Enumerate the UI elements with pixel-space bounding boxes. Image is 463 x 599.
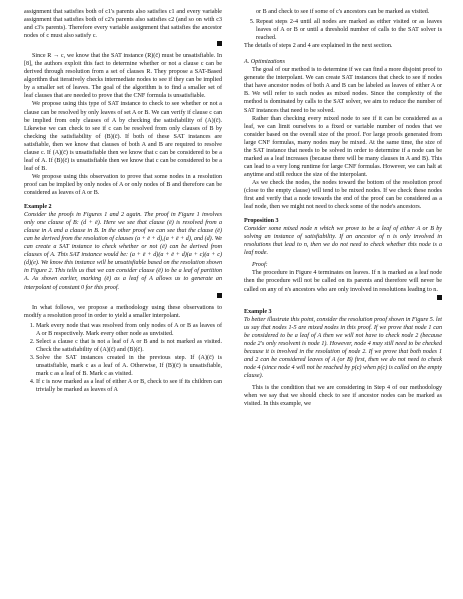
proof-body: The procedure in Figure 4 terminates on leaves. If n is marked as a leaf node then the procedure will not be called on its parents and therefore will never be called on any of n's ancestors who are only involved in resolutions leading to n. [244,270,442,293]
paragraph: We propose using this observation to prove that some nodes in a resolution proof can be implied by only nodes of A or only nodes of B and therefore can be considered as leaves of A or B. [24,173,222,196]
left-column [24,8,222,394]
qed-mark [24,41,222,48]
qed-mark [24,293,222,300]
qed-square-icon [217,293,222,298]
proposition-3-body: Consider some mixed node n which we prove to be a leaf of either A or B by solving an instance of satisfiability. If an ancestor of n is only involved in resolutions that lead to n, then we do not need to check whether this node is a leaf node. [244,226,442,257]
paragraph: The goal of our method is to determine if we can find a more disjoint proof to generate the interpolant. We can create SAT instances that check to see if nodes that have ancestor nodes of both A and B can be labeled as leaves of either A or B. We will refer to such nodes as mixed nodes. Since the complexity of the method is dominated by calls to the SAT solver, we aim to reduce the number of SAT instances that need to be solved. [244,67,442,114]
paragraph: The details of steps 2 and 4 are explained in the next section. [244,43,393,50]
paragraph: We propose using this type of SAT instance to check to see whether or not a clause can be resolved by only leaves of set A or B. We can verify if clause c can be implied from only clauses of A by checking the satisfiability of (A)(c̄). Likewise we can check to see if c can be resolved from only clauses of B by checking the satisfiability of (B)(c̄). If both of these SAT instances are satisfiable, then we know that clauses of both A and B are required to resolve clause c. If (A)(c̄) is unsatisfiable then we know that c can be considered to be a leaf of A. If (B)(c̄) is unsatisfiable then we know that c can be considered to be a leaf of B. [24,101,222,172]
section-title: A. Optimizations [244,59,285,66]
list-item: 1. Mark every node that was resolved from only nodes of A or B as leaves of A or B respectively. Mark every other node as unvisited. [36,322,222,338]
qed-square-icon [437,295,442,300]
paragraph: Rather than checking every mixed node to see if it can be considered as a leaf, we can limit ourselves to a fixed or variable number of nodes that we consider based on the overall size of the proof. For large proofs generated from large CNF formulas, many nodes may be mixed. At the same time, the size of the SAT instance that needs to be solved in order to determine if a node can be marked as a leaf increases (because there will be many clauses in A and B). This can lead to a very long runtime for large CNF formulas. However, we can halt at anytime and still reduce the size of the interpolant. [244,115,442,178]
list-item: 5. Repeat steps 2-4 until all nodes are marked as either visited or as leaves leaves of A or B or until a threshold number of calls to the SAT solver is reached. [256,18,442,42]
proof-label: Proof: [252,262,268,269]
paragraph: As we check the nodes, the nodes toward the bottom of the resolution proof (close to the empty clause) will tend to be mixed nodes. If we check these nodes first and verify that a node towards the end of the proof can be considered as a leaf node, then we might not need to check some of the node's ancestors. [244,179,442,211]
qed-mark [244,295,442,302]
methodology-steps-continued [244,18,442,42]
paragraph: This is the condition that we are considering in Step 4 of our methodology when we say that we should check to see if ancestor nodes can be marked as visited. In this example, we [244,384,442,408]
list-item: 4. If c is now marked as a leaf of either A or B, check to see if its children can trivially be marked as leaves of A [36,378,222,394]
qed-square-icon [217,41,222,46]
example-2-title: Example 2 [24,204,52,211]
paragraph: Since R → c, we know that the SAT instance (R)(c̄) must be unsatisfiable. In [8], the authors exploit this fact to determine whether or not a clause c can be derived through resolution from a set of clauses R. They propose a SAT-Based algorithm that iteratively checks intermediate nodes to see if they can be implied by a smaller set of leaves. The goal of the algorithm is to find a smaller set of leaf clauses that are needed to prove that the CNF formula is unsatisfiable. [24,53,222,100]
proposition-3-title: Proposition 3 [244,218,279,225]
list-item: 3. Solve the SAT instances created in the previous step. If (A)(c̄) is unsatisfiable, mark c as a leaf of A. Otherwise, If (B)(c̄) is unsatisfiable, mark c as a leaf of B. Mark c as visited. [36,354,222,378]
list-item-continuation: or B and check to see if some of c's ancestors can be marked as visited. [256,9,430,15]
methodology-steps [24,322,222,394]
example-3-title: Example 3 [244,308,272,315]
right-column [244,8,442,408]
paragraph: assignment that satisfies both of c1's parents also satisfies c1 and every variable assignment that satisfies both of c2's parents also satisfies c2 (and so on with c3 and c3's parents). Therefore every variable assignment that satisfies the ancestor nodes of c must also satisfy c. [24,9,222,40]
paragraph: In what follows, we propose a methodology using these observations to modify a resolution proof in order to yield a smaller interpolant. [24,304,222,319]
example-2-body: Consider the proofs in Figures 1 and 2 again. The proof in Figure 1 involves only one clause of B: (d + ē). Here we see that clause (ē) is resolved from a clause in A and a clause in B. In the other proof we can see that the clause (ē) can be derived from the resolution of clauses (a + ē + d),(a + ē + d), and (d). We can create a SAT instance to check whether or not (ē) can be derived from clauses of A. This SAT instance would be: (a + ē + d)(a + ē + d)(a + c)(a + c)(d)(e). We know this instance will be unsatisfiable based on the resolution shown in Figure 2. This tells us that we can consider clause (ē) to be a leaf of partition A. As shown earlier, marking (ē) as a leaf of A allows us to generate an interpolant of constant 0 for this proof. [24,212,222,291]
list-item: 2. Select a clause c that is not a leaf of A or B and is not marked as visited. Check the satisfiability of (A)(c̄) and (B)(c̄). [36,338,222,354]
example-3-body: To better illustrate this point, consider the resolution proof shown in Figure 5. let us say that nodes 1-5 are mixed nodes in this proof. If we prove that node 1 can be considered to be a leaf of A then we will not have to check node 2 (because node 2's only resolvent is node 1). However, node 4 may still need to be checked because it is involved in the resolution of node 2. If we prove that both nodes 1 and 2 can be considered leaves of A (or B) first, then we do not need to check node 4 (since node 4 will not be reached by p(c) when p(c) is called on the empty clause). [244,316,442,379]
